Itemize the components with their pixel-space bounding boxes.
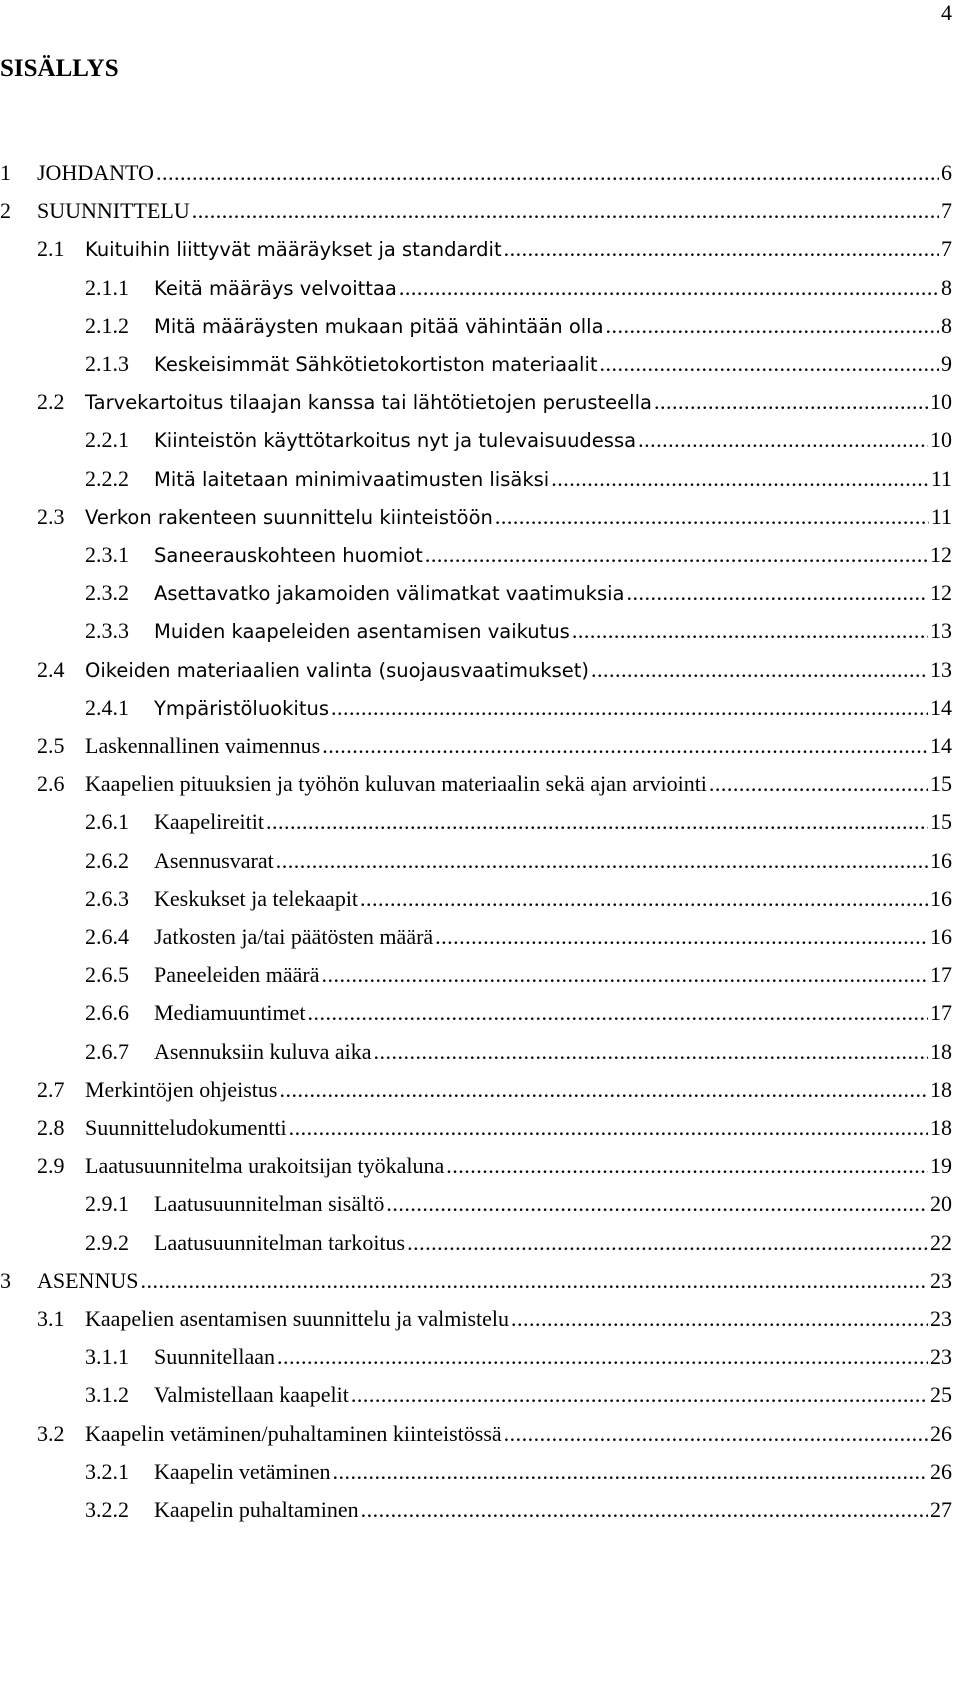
toc-entry-title: Laatusuunnitelman sisältö [154, 1191, 385, 1217]
dot-leader [277, 1340, 928, 1374]
toc-entry-page: 13 [930, 656, 952, 682]
toc-entry-page: 26 [930, 1420, 952, 1446]
toc-entry[interactable] [85, 805, 952, 839]
dot-leader [279, 1073, 928, 1107]
toc-entry[interactable] [37, 385, 952, 419]
toc-entry-title: ASENNUS [37, 1267, 139, 1293]
dot-leader [351, 1378, 928, 1412]
toc-entry-title: JOHDANTO [37, 160, 154, 185]
toc-entry-page: 16 [930, 885, 952, 911]
toc-entry-page: 18 [930, 1115, 952, 1140]
dot-leader [638, 423, 928, 457]
dot-leader [156, 156, 939, 190]
toc-entry-title: Kuituihin liittyvät määräykset ja standardit [85, 238, 502, 262]
dot-leader [504, 1417, 928, 1451]
toc-entry-page: 10 [930, 427, 952, 453]
dot-leader [360, 882, 928, 916]
toc-entry-title: Verkon rakenteen suunnittelu kiinteistöön [85, 505, 493, 529]
toc-entry[interactable] [85, 576, 952, 610]
toc-entry-page: 8 [941, 274, 952, 300]
toc-entry-page: 7 [941, 236, 952, 262]
toc-entry-page: 13 [930, 618, 952, 644]
toc-entry-number: 2.6.3 [85, 885, 129, 911]
toc-entry-page: 15 [930, 809, 952, 835]
toc-entry-title: Asettavatko jakamoiden välimatkat vaatimuksia [154, 582, 625, 606]
dot-leader [140, 1264, 928, 1298]
toc-entry-number: 1 [0, 160, 11, 185]
toc-entry[interactable] [85, 920, 952, 954]
toc-entry-title: Laatusuunnitelman tarkoitus [154, 1229, 406, 1255]
toc-entry-number: 2.6.4 [85, 924, 129, 949]
dot-leader [322, 729, 928, 763]
toc-entry-number: 2.3.2 [85, 580, 129, 606]
toc-entry-number: 2.3.3 [85, 618, 129, 644]
toc-entry[interactable] [37, 1111, 952, 1145]
toc-entry-number: 2.7 [37, 1076, 65, 1102]
toc-entry-number: 2.1 [37, 236, 65, 262]
toc-entry[interactable] [0, 194, 952, 228]
dot-leader [308, 996, 928, 1030]
toc-entry[interactable] [37, 1417, 952, 1451]
toc-entry-title: Mitä määräysten mukaan pitää vähintään olla [154, 314, 604, 338]
toc-entry-number: 2.9 [37, 1153, 65, 1179]
toc-entry-title: Paneeleiden määrä [154, 962, 320, 988]
toc-entry-number: 2.6 [37, 771, 65, 797]
toc-entry-page: 10 [930, 389, 952, 415]
toc-entry-number: 3.2 [37, 1420, 65, 1446]
toc-entry-page: 23 [930, 1306, 952, 1331]
toc-entry-title: Suunnitellaan [154, 1344, 275, 1370]
toc-entry-title: Merkintöjen ohjeistus [85, 1076, 278, 1102]
toc-entry-number: 2 [0, 198, 11, 224]
dot-leader [591, 653, 928, 687]
toc-entry-number: 2.2 [37, 389, 65, 415]
toc-entry-page: 14 [930, 694, 952, 720]
toc-entry-number: 3.2.1 [85, 1458, 129, 1484]
toc-entry-page: 23 [930, 1267, 952, 1293]
toc-entry-page: 19 [930, 1153, 952, 1179]
toc-entry[interactable] [85, 347, 952, 381]
toc-entry-page: 7 [941, 198, 952, 224]
toc-entry-page: 27 [930, 1497, 952, 1522]
dot-leader [361, 1493, 928, 1527]
toc-entry-title: Suunnitteludokumentti [85, 1115, 287, 1140]
toc-heading: SISÄLLYS [0, 55, 119, 82]
toc-entry-title: Kaapelin vetäminen [154, 1458, 331, 1484]
toc-entry-page: 17 [930, 962, 952, 988]
toc-entry-page: 25 [930, 1382, 952, 1408]
toc-entry-number: 2.5 [37, 733, 65, 758]
toc-entry[interactable] [37, 767, 952, 801]
toc-entry-page: 11 [930, 503, 952, 529]
toc-entry-page: 22 [930, 1229, 952, 1255]
toc-entry[interactable] [85, 958, 952, 992]
toc-entry-number: 2.3.1 [85, 542, 129, 567]
toc-entry[interactable] [37, 1073, 952, 1107]
dot-leader [709, 767, 928, 801]
toc-entry-number: 2.1.1 [85, 274, 129, 300]
toc-entry[interactable] [0, 156, 952, 190]
toc-entry-number: 3 [0, 1267, 11, 1293]
toc-entry[interactable] [85, 271, 952, 305]
toc-entry-title: Jatkosten ja/tai päätösten määrä [154, 924, 434, 949]
toc-entry-title: Keitä määräys velvoittaa [154, 276, 397, 300]
toc-entry-number: 2.1.3 [85, 351, 129, 376]
toc-entry[interactable] [85, 1378, 952, 1412]
toc-entry-title: SUUNNITTELU [37, 198, 190, 224]
toc-entry-title: Mitä laitetaan minimivaatimusten lisäksi [154, 467, 550, 491]
toc-entry-number: 2.6.6 [85, 1000, 129, 1026]
dot-leader [407, 1226, 928, 1260]
toc-entry-title: Keskeisimmät Sähkötietokortiston materiaalit [154, 353, 598, 376]
toc-entry-title: Kaapelien pituuksien ja työhön kuluvan materiaalin sekä ajan arviointi [85, 771, 707, 797]
toc-entry-page: 18 [930, 1038, 952, 1064]
toc-entry[interactable] [37, 500, 952, 534]
toc-entry-page: 26 [930, 1458, 952, 1484]
toc-entry[interactable] [85, 882, 952, 916]
dot-leader [276, 844, 928, 878]
toc-entry-number: 2.9.1 [85, 1191, 129, 1217]
toc-entry-title: Kaapelireitit [154, 809, 264, 835]
toc-entry[interactable] [37, 1149, 952, 1183]
toc-entry-number: 3.1.2 [85, 1382, 129, 1408]
toc-entry-title: Laskennallinen vaimennus [85, 733, 321, 758]
toc-entry[interactable] [37, 232, 952, 266]
toc-entry-page: 12 [930, 580, 952, 606]
dot-leader [331, 691, 928, 725]
toc-entry-title: Tarvekartoitus tilaajan kanssa tai lähtötietojen perusteella [85, 391, 652, 415]
dot-leader [386, 1187, 928, 1221]
toc-entry-title: Saneerauskohteen huomiot [154, 544, 423, 567]
toc-entry-title: Oikeiden materiaalien valinta (suojausvaatimukset) [85, 658, 590, 682]
toc-entry[interactable] [85, 309, 952, 343]
dot-leader [446, 1149, 928, 1183]
toc-entry-page: 18 [930, 1076, 952, 1102]
toc-entry-number: 2.6.5 [85, 962, 129, 988]
toc-entry-page: 8 [941, 312, 952, 338]
dot-leader [551, 462, 929, 496]
toc-entry[interactable] [85, 996, 952, 1030]
toc-entry-number: 2.4.1 [85, 694, 129, 720]
dot-leader [435, 920, 928, 954]
toc-entry-number: 2.9.2 [85, 1229, 129, 1255]
toc-entry-number: 3.1 [37, 1306, 65, 1331]
toc-entry-number: 2.4 [37, 656, 65, 682]
toc-entry-title: Asennusvarat [154, 847, 274, 873]
dot-leader [606, 309, 939, 343]
dot-leader [600, 347, 939, 381]
toc-entry[interactable] [85, 1226, 952, 1260]
toc-entry[interactable] [85, 844, 952, 878]
dot-leader [399, 271, 939, 305]
dot-leader [511, 1302, 928, 1336]
toc-entry-page: 16 [930, 847, 952, 873]
toc-entry[interactable] [37, 729, 952, 763]
toc-entry-page: 14 [930, 733, 952, 758]
toc-entry-title: Muiden kaapeleiden asentamisen vaikutus [154, 620, 570, 644]
toc-entry-number: 2.6.2 [85, 847, 129, 873]
dot-leader [374, 1035, 928, 1069]
toc-entry-number: 2.1.2 [85, 312, 129, 338]
dot-leader [322, 958, 928, 992]
dot-leader [654, 385, 928, 419]
toc-entry-page: 16 [930, 924, 952, 949]
toc-entry-number: 2.3 [37, 503, 65, 529]
toc-entry-title: Mediamuuntimet [154, 1000, 306, 1026]
toc-entry-number: 2.6.7 [85, 1038, 129, 1064]
toc-entry[interactable] [85, 538, 952, 572]
dot-leader [572, 614, 928, 648]
toc-entry-number: 2.8 [37, 1115, 65, 1140]
dot-leader [333, 1455, 928, 1489]
toc-entry[interactable] [85, 462, 952, 496]
dot-leader [626, 576, 928, 610]
toc-entry-title: Ympäristöluokitus [154, 696, 329, 720]
toc-entry[interactable] [85, 691, 952, 725]
toc-entry-number: 3.1.1 [85, 1344, 129, 1370]
toc-entry-title: Laatusuunnitelma urakoitsijan työkaluna [85, 1153, 445, 1179]
dot-leader [289, 1111, 928, 1145]
toc-entry-title: Valmistellaan kaapelit [154, 1382, 349, 1408]
toc-entry-page: 9 [941, 351, 952, 376]
toc-entry-page: 17 [930, 1000, 952, 1026]
dot-leader [504, 232, 939, 266]
toc-entry-title: Kaapelin vetäminen/puhaltaminen kiinteistössä [85, 1420, 502, 1446]
toc-entry-title: Kaapelin puhaltaminen [154, 1497, 359, 1522]
toc-entry[interactable] [0, 1264, 952, 1298]
dot-leader [266, 805, 928, 839]
toc-entry[interactable] [85, 1455, 952, 1489]
toc-entry-title: Kiinteistön käyttötarkoitus nyt ja tulevaisuudessa [154, 429, 637, 453]
dot-leader [192, 194, 939, 228]
toc-entry[interactable] [85, 1340, 952, 1374]
toc-entry[interactable] [85, 1493, 952, 1527]
toc-entry-title: Asennuksiin kuluva aika [154, 1038, 372, 1064]
toc-entry[interactable] [85, 1187, 952, 1221]
toc-entry-page: 11 [930, 465, 952, 491]
toc-entry-number: 2.2.2 [85, 465, 129, 491]
toc-entry-page: 15 [930, 771, 952, 797]
toc-entry-page: 23 [930, 1344, 952, 1370]
toc-entry-title: Kaapelien asentamisen suunnittelu ja valmistelu [85, 1306, 509, 1331]
toc-entry-title: Keskukset ja telekaapit [154, 885, 359, 911]
toc-entry[interactable] [37, 653, 952, 687]
toc-entry-page: 20 [930, 1191, 952, 1217]
page-number: 4 [941, 0, 952, 25]
dot-leader [495, 500, 929, 534]
toc-entry[interactable] [85, 1035, 952, 1069]
toc-entry[interactable] [37, 1302, 952, 1336]
toc-entry[interactable] [85, 614, 952, 648]
toc-entry-page: 6 [941, 160, 952, 185]
toc-entry-number: 3.2.2 [85, 1497, 129, 1522]
toc-entry-number: 2.6.1 [85, 809, 129, 835]
toc-entry-page: 12 [930, 542, 952, 567]
toc-entry[interactable] [85, 423, 952, 457]
toc-entry-number: 2.2.1 [85, 427, 129, 453]
dot-leader [425, 538, 928, 572]
